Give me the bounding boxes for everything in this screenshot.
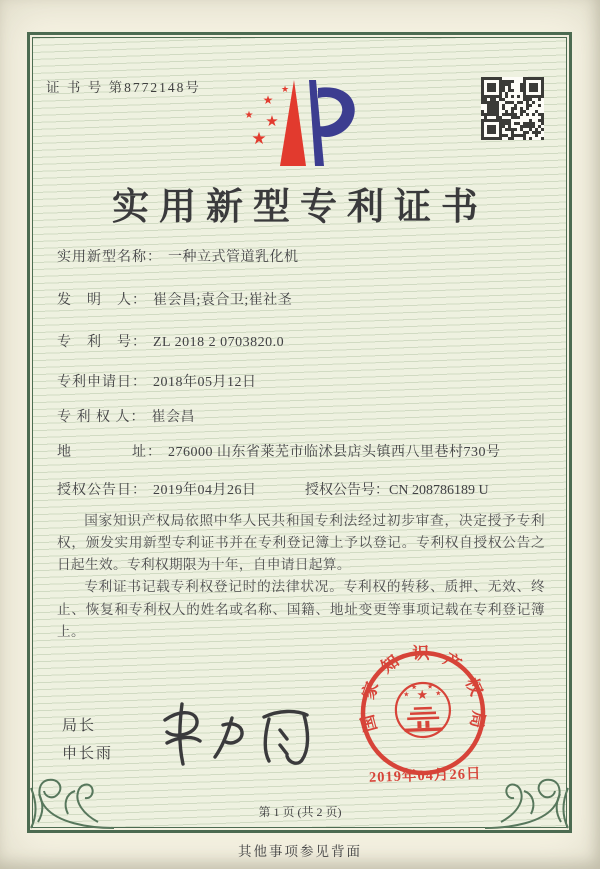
field-value: 276000 山东省莱芜市临沭县店头镇西八里巷村730号 xyxy=(168,445,501,460)
handwritten-signature-icon xyxy=(152,690,324,774)
field-address xyxy=(57,441,501,461)
page-number: 第 1 页 (共 2 页) xyxy=(258,805,342,819)
svg-text:★: ★ xyxy=(265,112,279,130)
svg-text:★: ★ xyxy=(416,687,429,704)
cnipa-patent-logo-icon xyxy=(232,74,360,172)
footer-note: 其他事项参见背面 xyxy=(238,844,362,859)
field-value: 崔会昌;袁合卫;崔社圣 xyxy=(153,293,293,308)
field-utility-model-name xyxy=(57,246,299,266)
body-paragraph-2: 专利证书记载专利权登记时的法律状况。专利权的转移、质押、无效、终止、恢复和专利权人的姓名或名称、国籍、地址变更等事项记载在专利登记簿上。 xyxy=(57,579,545,639)
svg-text:★: ★ xyxy=(435,689,442,698)
field-value: 2019年04月26日 xyxy=(153,483,257,498)
legal-body-text xyxy=(57,510,545,643)
svg-text:★: ★ xyxy=(403,690,410,699)
qr-code xyxy=(481,77,544,140)
field-label: 发 明 人： xyxy=(57,293,147,308)
field-label: 专 利 号： xyxy=(57,335,147,350)
field-grant-date xyxy=(57,479,257,499)
svg-text:★: ★ xyxy=(251,129,267,149)
body-paragraph-1: 国家知识产权局依照中华人民共和国专利法经过初步审查，决定授予专利权，颁发实用新型专利证书并在专利登记簿上予以登记。专利权自授权公告之日起生效。专利权期限为十年，自申请日起算。 xyxy=(57,513,545,573)
field-grant-number xyxy=(305,479,489,499)
seal-ring-text: 国家知识产权局 xyxy=(357,643,489,734)
signer-title: 局长 xyxy=(62,718,97,734)
field-patent-number xyxy=(57,331,284,351)
certificate-number: 证 书 号 第8772148号 xyxy=(46,80,201,95)
svg-text:★: ★ xyxy=(244,110,254,121)
field-label: 实用新型名称： xyxy=(57,250,162,265)
national-emblem-icon xyxy=(395,682,451,738)
seal-date: 2019年04月26日 xyxy=(368,766,482,786)
svg-text:★: ★ xyxy=(262,93,274,107)
field-value: 2018年05月12日 xyxy=(153,375,257,390)
field-value: ZL 2018 2 0703820.0 xyxy=(153,335,285,350)
field-label: 专利申请日： xyxy=(57,375,147,390)
certificate-title: 实用新型专利证书 xyxy=(112,187,488,228)
svg-text:★: ★ xyxy=(426,682,434,691)
svg-text:★: ★ xyxy=(410,683,418,692)
field-application-date xyxy=(57,371,257,391)
field-value: 一种立式管道乳化机 xyxy=(168,250,299,265)
field-value: 崔会昌 xyxy=(151,410,195,425)
field-label: 专 利 权 人： xyxy=(57,410,146,425)
field-label: 授权公告日： xyxy=(57,483,147,498)
signer-name: 申长雨 xyxy=(62,746,114,762)
field-patentee xyxy=(57,406,195,426)
field-inventors xyxy=(57,289,292,309)
field-label: 授权公告号： xyxy=(305,483,389,498)
svg-text:★: ★ xyxy=(280,85,290,95)
field-label: 地 址： xyxy=(57,445,162,460)
field-value: CN 208786189 U xyxy=(389,483,489,498)
